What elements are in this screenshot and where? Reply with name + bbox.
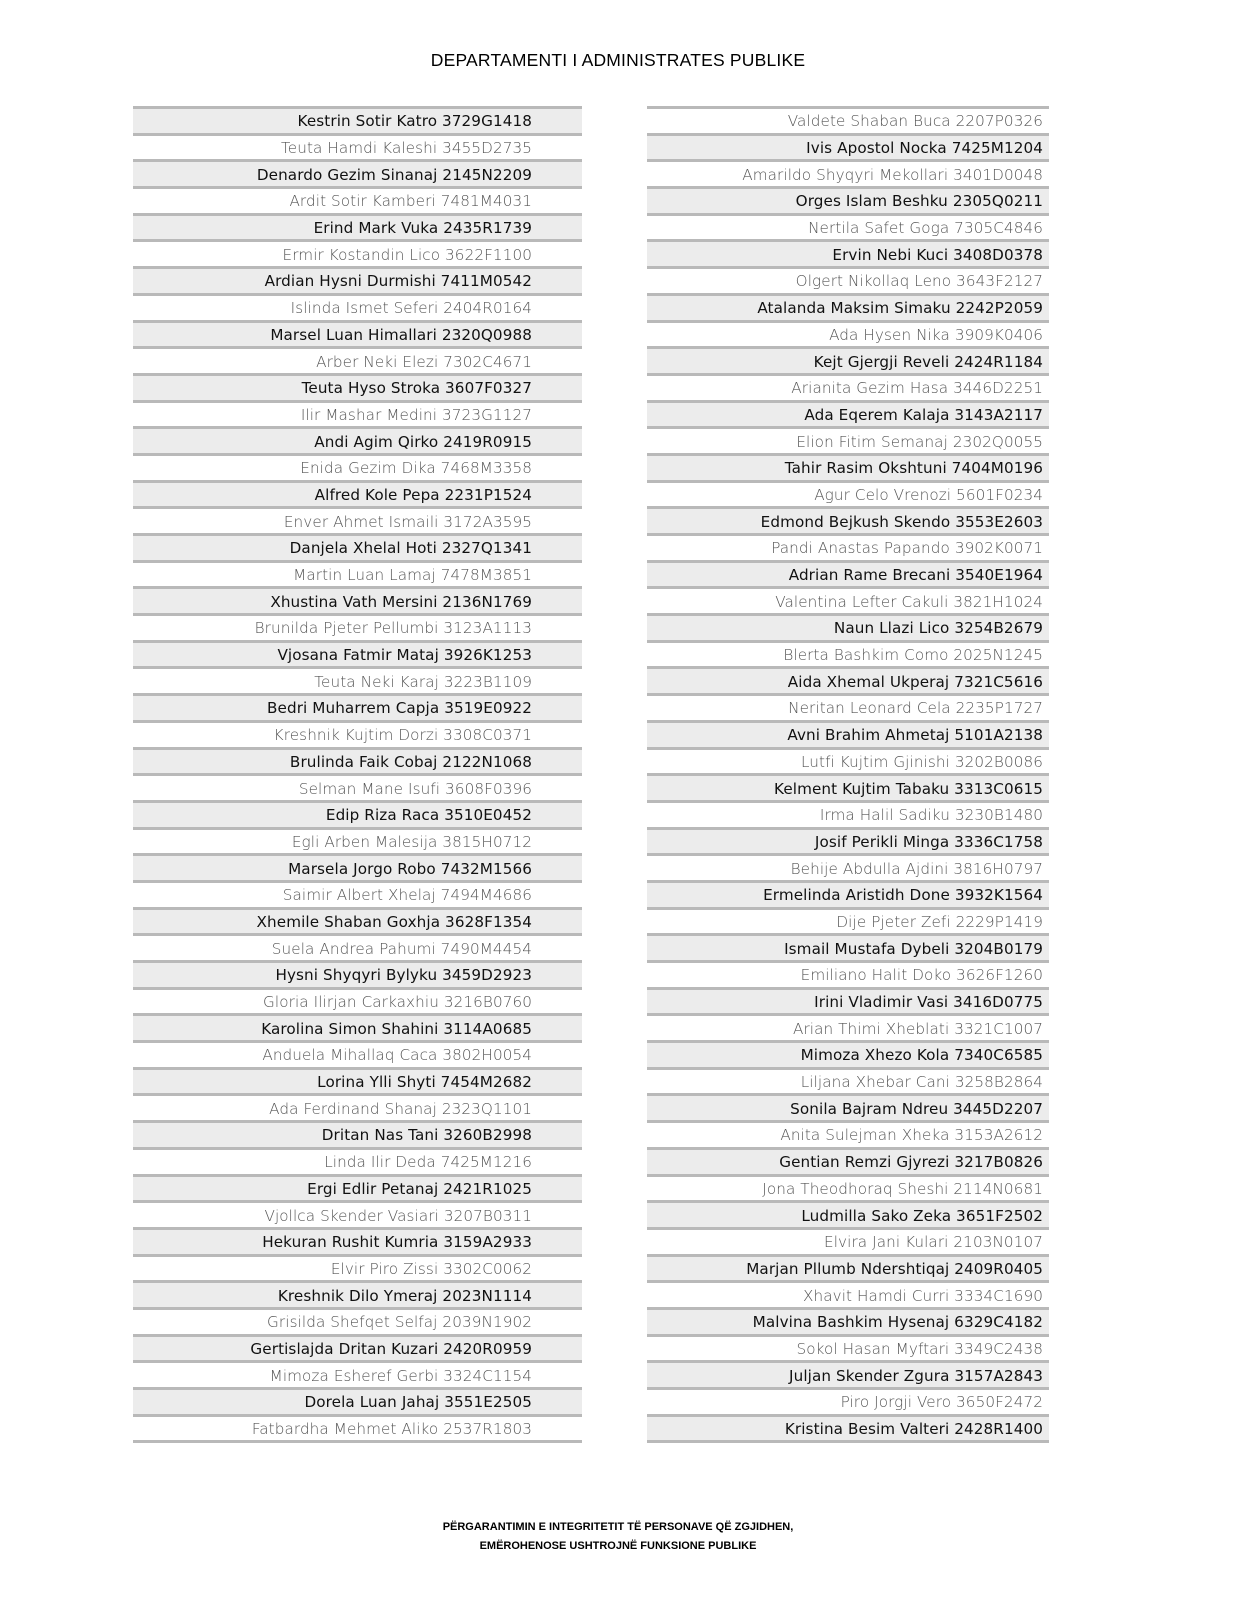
list-item: Edip Riza Raca 3510E0452 bbox=[133, 800, 582, 827]
list-item: Brulinda Faik Cobaj 2122N1068 bbox=[133, 747, 582, 774]
list-item: Arian Thimi Xheblati 3321C1007 bbox=[647, 1013, 1049, 1040]
list-item: Liljana Xhebar Cani 3258B2864 bbox=[647, 1067, 1049, 1094]
list-item: Brunilda Pjeter Pellumbi 3123A1113 bbox=[133, 613, 582, 640]
list-item: Sokol Hasan Myftari 3349C2438 bbox=[647, 1334, 1049, 1361]
list-item: Avni Brahim Ahmetaj 5101A2138 bbox=[647, 720, 1049, 747]
list-item: Juljan Skender Zgura 3157A2843 bbox=[647, 1360, 1049, 1387]
list-item: Elion Fitim Semanaj 2302Q0055 bbox=[647, 426, 1049, 453]
list-item: Enver Ahmet Ismaili 3172A3595 bbox=[133, 506, 582, 533]
list-item: Gentian Remzi Gjyrezi 3217B0826 bbox=[647, 1147, 1049, 1174]
list-item: Ergi Edlir Petanaj 2421R1025 bbox=[133, 1174, 582, 1201]
list-item: Mimoza Esheref Gerbi 3324C1154 bbox=[133, 1360, 582, 1387]
list-item: Behije Abdulla Ajdini 3816H0797 bbox=[647, 853, 1049, 880]
list-item: Grisilda Shefqet Selfaj 2039N1902 bbox=[133, 1307, 582, 1334]
list-item: Ismail Mustafa Dybeli 3204B0179 bbox=[647, 933, 1049, 960]
list-item: Mimoza Xhezo Kola 7340C6585 bbox=[647, 1040, 1049, 1067]
list-item: Arianita Gezim Hasa 3446D2251 bbox=[647, 373, 1049, 400]
list-item: Bedri Muharrem Capja 3519E0922 bbox=[133, 693, 582, 720]
list-item: Andi Agim Qirko 2419R0915 bbox=[133, 426, 582, 453]
list-item: Arber Neki Elezi 7302C4671 bbox=[133, 346, 582, 373]
list-item: Martin Luan Lamaj 7478M3851 bbox=[133, 560, 582, 587]
list-item: Dije Pjeter Zefi 2229P1419 bbox=[647, 907, 1049, 934]
list-item: Selman Mane Isufi 3608F0396 bbox=[133, 773, 582, 800]
list-item: Ada Ferdinand Shanaj 2323Q1101 bbox=[133, 1093, 582, 1120]
list-item: Hysni Shyqyri Bylyku 3459D2923 bbox=[133, 960, 582, 987]
list-item: Suela Andrea Pahumi 7490M4454 bbox=[133, 933, 582, 960]
list-item: Irma Halil Sadiku 3230B1480 bbox=[647, 800, 1049, 827]
list-item: Kreshnik Kujtim Dorzi 3308C0371 bbox=[133, 720, 582, 747]
list-end-rule bbox=[133, 1440, 582, 1443]
list-item: Lutfi Kujtim Gjinishi 3202B0086 bbox=[647, 747, 1049, 774]
list-item: Fatbardha Mehmet Aliko 2537R1803 bbox=[133, 1414, 582, 1441]
list-item: Emiliano Halit Doko 3626F1260 bbox=[647, 960, 1049, 987]
list-item: Marsel Luan Himallari 2320Q0988 bbox=[133, 320, 582, 347]
list-item: Danjela Xhelal Hoti 2327Q1341 bbox=[133, 533, 582, 560]
list-item: Malvina Bashkim Hysenaj 6329C4182 bbox=[647, 1307, 1049, 1334]
list-item: Marjan Pllumb Ndershtiqaj 2409R0405 bbox=[647, 1254, 1049, 1281]
list-item: Dorela Luan Jahaj 3551E2505 bbox=[133, 1387, 582, 1414]
list-item: Xhustina Vath Mersini 2136N1769 bbox=[133, 586, 582, 613]
list-item: Atalanda Maksim Simaku 2242P2059 bbox=[647, 293, 1049, 320]
list-item: Xhemile Shaban Goxhja 3628F1354 bbox=[133, 907, 582, 934]
list-item: Hekuran Rushit Kumria 3159A2933 bbox=[133, 1227, 582, 1254]
list-item: Dritan Nas Tani 3260B2998 bbox=[133, 1120, 582, 1147]
list-item: Piro Jorgji Vero 3650F2472 bbox=[647, 1387, 1049, 1414]
list-item: Enida Gezim Dika 7468M3358 bbox=[133, 453, 582, 480]
list-item: Olgert Nikollaq Leno 3643F2127 bbox=[647, 266, 1049, 293]
list-item: Ermir Kostandin Lico 3622F1100 bbox=[133, 239, 582, 266]
list-item: Saimir Albert Xhelaj 7494M4686 bbox=[133, 880, 582, 907]
list-item: Lorina Ylli Shyti 7454M2682 bbox=[133, 1067, 582, 1094]
list-item: Kejt Gjergji Reveli 2424R1184 bbox=[647, 346, 1049, 373]
list-item: Kestrin Sotir Katro 3729G1418 bbox=[133, 106, 582, 133]
list-item: Sonila Bajram Ndreu 3445D2207 bbox=[647, 1093, 1049, 1120]
list-item: Elvir Piro Zissi 3302C0062 bbox=[133, 1254, 582, 1281]
list-item: Aida Xhemal Ukperaj 7321C5616 bbox=[647, 666, 1049, 693]
list-item: Gloria Ilirjan Carkaxhiu 3216B0760 bbox=[133, 987, 582, 1014]
list-item: Pandi Anastas Papando 3902K0071 bbox=[647, 533, 1049, 560]
list-item: Denardo Gezim Sinanaj 2145N2209 bbox=[133, 159, 582, 186]
list-item: Islinda Ismet Seferi 2404R0164 bbox=[133, 293, 582, 320]
right-name-list bbox=[647, 106, 1049, 1443]
list-item: Vjosana Fatmir Mataj 3926K1253 bbox=[133, 640, 582, 667]
list-item: Kreshnik Dilo Ymeraj 2023N1114 bbox=[133, 1280, 582, 1307]
list-end-rule bbox=[647, 1440, 1049, 1443]
list-item: Ada Hysen Nika 3909K0406 bbox=[647, 320, 1049, 347]
list-item: Teuta Hyso Stroka 3607F0327 bbox=[133, 373, 582, 400]
list-item: Vjollca Skender Vasiari 3207B0311 bbox=[133, 1200, 582, 1227]
list-item: Erind Mark Vuka 2435R1739 bbox=[133, 213, 582, 240]
list-item: Ardian Hysni Durmishi 7411M0542 bbox=[133, 266, 582, 293]
list-item: Naun Llazi Lico 3254B2679 bbox=[647, 613, 1049, 640]
list-item: Marsela Jorgo Robo 7432M1566 bbox=[133, 853, 582, 880]
list-item: Valdete Shaban Buca 2207P0326 bbox=[647, 106, 1049, 133]
list-item: Irini Vladimir Vasi 3416D0775 bbox=[647, 987, 1049, 1014]
list-item: Ardit Sotir Kamberi 7481M4031 bbox=[133, 186, 582, 213]
list-item: Tahir Rasim Okshtuni 7404M0196 bbox=[647, 453, 1049, 480]
list-item: Adrian Rame Brecani 3540E1964 bbox=[647, 560, 1049, 587]
list-item: Ludmilla Sako Zeka 3651F2502 bbox=[647, 1200, 1049, 1227]
list-item: Valentina Lefter Cakuli 3821H1024 bbox=[647, 586, 1049, 613]
page-title: DEPARTAMENTI I ADMINISTRATES PUBLIKE bbox=[430, 50, 806, 70]
list-item: Ilir Mashar Medini 3723G1127 bbox=[133, 400, 582, 427]
list-item: Jona Theodhoraq Sheshi 2114N0681 bbox=[647, 1174, 1049, 1201]
list-item: Ermelinda Aristidh Done 3932K1564 bbox=[647, 880, 1049, 907]
list-item: Blerta Bashkim Como 2025N1245 bbox=[647, 640, 1049, 667]
list-item: Ivis Apostol Nocka 7425M1204 bbox=[647, 133, 1049, 160]
footer-line-1: PËRGARANTIMIN E INTEGRITETIT TË PERSONAVE QË ZGJIDHEN, bbox=[442, 1521, 794, 1533]
list-item: Edmond Bejkush Skendo 3553E2603 bbox=[647, 506, 1049, 533]
list-item: Agur Celo Vrenozi 5601F0234 bbox=[647, 480, 1049, 507]
list-item: Teuta Neki Karaj 3223B1109 bbox=[133, 666, 582, 693]
list-item: Teuta Hamdi Kaleshi 3455D2735 bbox=[133, 133, 582, 160]
list-item: Josif Perikli Minga 3336C1758 bbox=[647, 827, 1049, 854]
list-item: Karolina Simon Shahini 3114A0685 bbox=[133, 1013, 582, 1040]
footer bbox=[0, 1518, 1236, 1556]
list-item: Gertislajda Dritan Kuzari 2420R0959 bbox=[133, 1334, 582, 1361]
list-item: Linda Ilir Deda 7425M1216 bbox=[133, 1147, 582, 1174]
list-item: Xhavit Hamdi Curri 3334C1690 bbox=[647, 1280, 1049, 1307]
footer-line-2: EMËROHENOSE USHTROJNË FUNKSIONE PUBLIKE bbox=[479, 1540, 757, 1552]
list-item: Anita Sulejman Xheka 3153A2612 bbox=[647, 1120, 1049, 1147]
left-name-list bbox=[133, 106, 582, 1443]
list-item: Ervin Nebi Kuci 3408D0378 bbox=[647, 239, 1049, 266]
list-item: Ada Eqerem Kalaja 3143A2117 bbox=[647, 400, 1049, 427]
list-item: Kristina Besim Valteri 2428R1400 bbox=[647, 1414, 1049, 1441]
list-item: Neritan Leonard Cela 2235P1727 bbox=[647, 693, 1049, 720]
list-item: Amarildo Shyqyri Mekollari 3401D0048 bbox=[647, 159, 1049, 186]
list-item: Orges Islam Beshku 2305Q0211 bbox=[647, 186, 1049, 213]
list-item: Anduela Mihallaq Caca 3802H0054 bbox=[133, 1040, 582, 1067]
list-item: Alfred Kole Pepa 2231P1524 bbox=[133, 480, 582, 507]
list-item: Nertila Safet Goga 7305C4846 bbox=[647, 213, 1049, 240]
list-item: Elvira Jani Kulari 2103N0107 bbox=[647, 1227, 1049, 1254]
list-item: Egli Arben Malesija 3815H0712 bbox=[133, 827, 582, 854]
list-item: Kelment Kujtim Tabaku 3313C0615 bbox=[647, 773, 1049, 800]
